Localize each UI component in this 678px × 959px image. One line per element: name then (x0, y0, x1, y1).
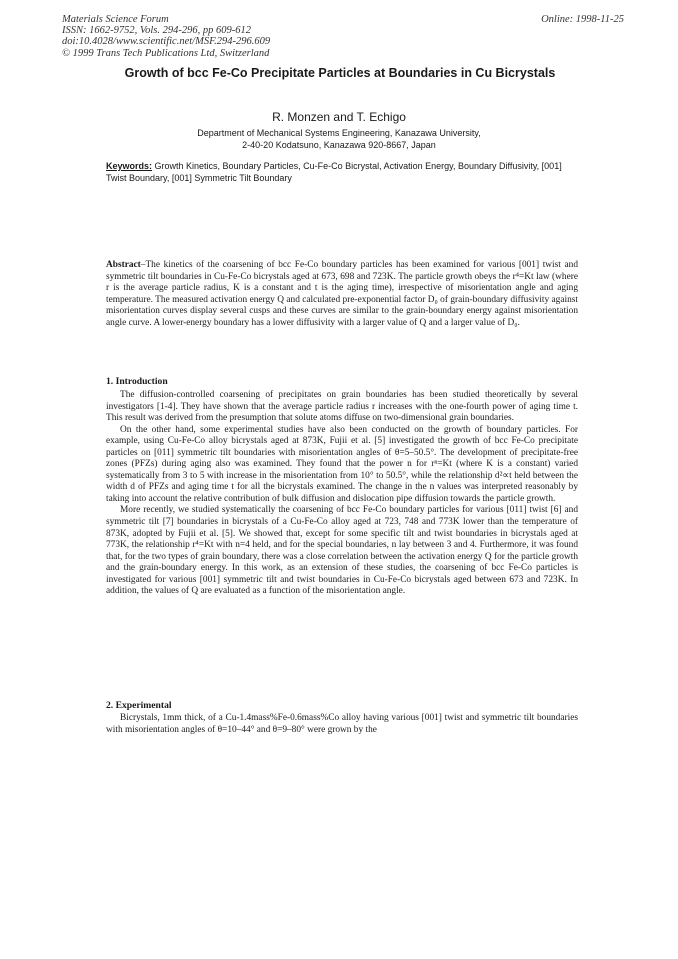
affiliation (0, 127, 678, 151)
introduction-body (106, 390, 578, 598)
paragraph: Bicrystals, 1mm thick, of a Cu-1.4mass%Fe-0.6mass%Co alloy having various [001] twist and symmetric tilt boundaries with misorientation angles of θ=10–44° and θ=9–80° were grown by the (106, 713, 578, 735)
keywords (106, 161, 576, 184)
journal-issn: ISSN: 1662-9752, Vols. 294-296, pp 609-612 (62, 25, 251, 37)
paper-title: Growth of bcc Fe-Co Precipitate Particles at Boundaries in Cu Bicrystals (124, 66, 556, 80)
abstract-label: Abstract (106, 260, 141, 270)
abstract-text: –The kinetics of the coarsening of bcc Fe-Co boundary particles has been examined for various [001] twist and symmetric tilt boundaries in Cu-Fe-Co bicrystals aged at 673, 698 and 723K. The particle growth obeys the r⁴=Kt law (where r is the average particle radius, K is a constant and t is the aging time), irrespective of misorientation angle and aging temperature. The measured activation energy Q and calculated pre-exponential factor D₀ of grain-boundary diffusivity against misorientation curves display several cusps and these curves are similar to the grain-boundary energy against misorientation angle curve. A lower-energy boundary has a lower diffusivity with a larger value of Q and a larger value of D₀. (106, 260, 578, 328)
journal-doi[interactable]: doi:10.4028/www.scientific.net/MSF.294-296.609 (62, 36, 271, 48)
abstract (106, 260, 578, 329)
affiliation-line: 2-40-20 Kodatsuno, Kanazawa 920-8667, Japan (242, 140, 436, 150)
paragraph: More recently, we studied systematically the coarsening of bcc Fe-Co boundary particles for various [011] twist [6] and symmetric tilt [7] boundaries in bicrystals of a Cu-Fe-Co alloy aged at 723, 748 and 773K lower than the temperature of 873K, adopted by Fujii et al. [5]. We showed that, except for some specific tilt and twist boundaries in bicrystals aged at 773K, the relationship r⁴=Kt with n=4 held, and for the special boundaries, n lay between 3 and 4. Furthermore, it was found that, for the two types of grain boundary, there was a close correlation between the activation energy Q for the particle growth and the grain-boundary energy. In this work, as an extension of these studies, the coarsening of bcc Fe-Co particles is investigated for various [001] symmetric tilt and twist boundaries in Cu-Fe-Co bicrystals aged between 673 and 723K. In addition, the values of Q are evaluated as a function of the misorientation angle. (106, 505, 578, 597)
paragraph: The diffusion-controlled coarsening of precipitates on grain boundaries has been studied theoretically by several investigators [1-4]. They have shown that the average particle radius r increases with the one-fourth power of aging time t. This result was derived from the presumption that solute atoms diffuse on two-dimensional grain boundaries. (106, 390, 578, 424)
section-heading-introduction: 1. Introduction (106, 376, 168, 387)
journal-name: Materials Science Forum (62, 14, 169, 25)
online-date: Online: 1998-11-25 (541, 14, 624, 25)
journal-header (62, 14, 270, 59)
keywords-label: Keywords: (106, 161, 153, 171)
paper-authors: R. Monzen and T. Echigo (272, 110, 406, 124)
affiliation-line: Department of Mechanical Systems Engineering, Kanazawa University, (197, 128, 481, 138)
section-heading-experimental: 2. Experimental (106, 700, 172, 711)
experimental-body (106, 713, 578, 736)
keywords-text: Growth Kinetics, Boundary Particles, Cu-Fe-Co Bicrystal, Activation Energy, Boundary Diffusivity, [001] Twist Boundary, [001] Symmetric Tilt Boundary (106, 161, 562, 183)
paragraph: On the other hand, some experimental studies have also been conducted on the growth of boundary particles. For example, using Cu-Fe-Co alloy bicrystals aged at 873K, Fujii et al. [5] investigated the growth of bcc Fe-Co precipitate particles on [011] symmetric tilt boundaries with misorientation angles of θ=5–50.5°. The development of precipitate-free zones (PFZs) during aging also was examined. They found that the power n for rⁿ=Kt (where K is a constant) varied systematically from 3 to 5 with increase in the misorientation from 10° to 50.5°, while the relationship d²∝t held between the width d of PFZs and aging time t for all the bicrystals examined. The change in the n values was interpreted reasonably by taking into account the relative contribution of bulk diffusion and dislocation pipe diffusion towards the particle growth. (106, 424, 578, 504)
journal-copyright: © 1999 Trans Tech Publications Ltd, Switzerland (62, 47, 270, 59)
